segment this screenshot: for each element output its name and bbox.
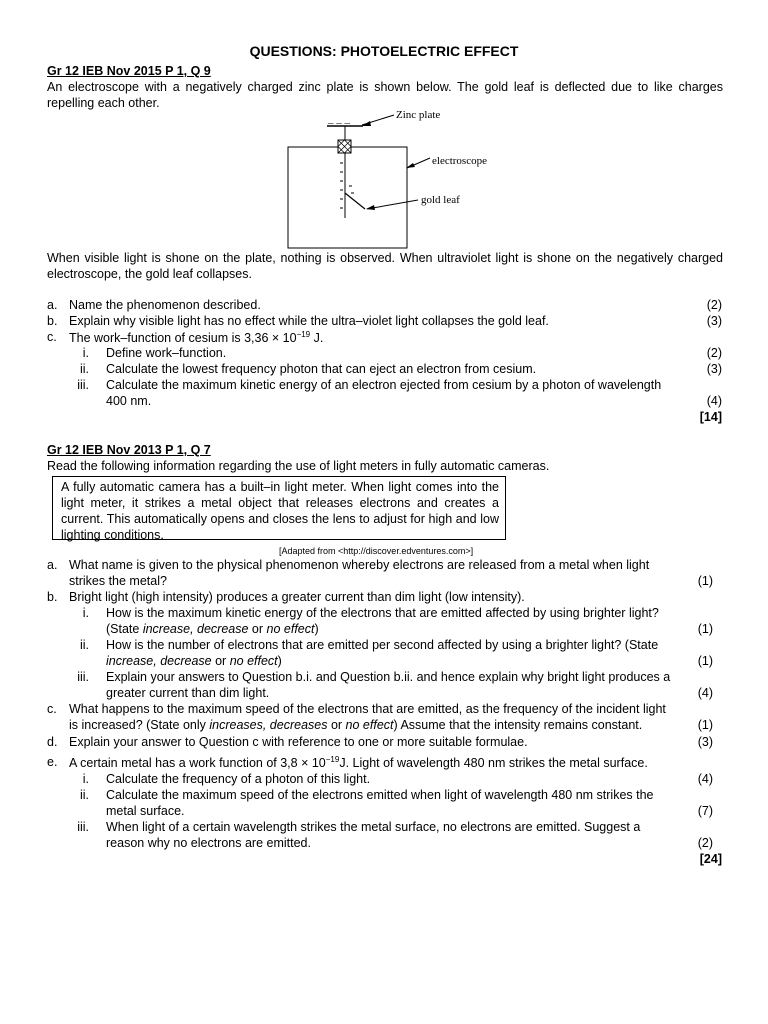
q2-b-i-label: i.: [82, 606, 89, 620]
q2-e-iii-mark: (2): [697, 836, 713, 850]
q2-c-text: What happens to the maximum speed of the electrons that are emitted, as the frequency of the incident light: [69, 702, 666, 716]
q2-d-mark: (3): [697, 735, 713, 749]
q2-b-label: b.: [47, 590, 58, 604]
q2-b-ii-text2: increase, decrease or no effect): [106, 654, 282, 668]
q1-c-iii-label: iii.: [77, 378, 89, 392]
q1-c-i-mark: (2): [706, 346, 722, 360]
q2-e-iii-text: When light of a certain wavelength strikes the metal surface, no electrons are emitted. Suggest a: [106, 820, 641, 834]
q2-a-text: What name is given to the physical phenomenon whereby electrons are released from a metal when light: [69, 558, 650, 572]
q2-total: [24]: [699, 852, 722, 866]
q2-b-iii-text2: greater current than dim light.: [106, 686, 270, 700]
q2-e-iii-text2: reason why no electrons are emitted.: [106, 836, 311, 850]
q2-e-ii-mark: (7): [697, 804, 713, 818]
q2-e-iii-label: iii.: [77, 820, 89, 834]
q1-c-iii-text: Calculate the maximum kinetic energy of an electron ejected from cesium by a photon of wavelength: [106, 378, 662, 392]
q2-b-i-text: How is the maximum kinetic energy of the electrons that are emitted affected by using brighter light?: [106, 606, 659, 620]
q2-e-i-label: i.: [82, 772, 89, 786]
charge-marks: _ _ _: [328, 113, 350, 125]
q1-a-mark: (2): [706, 298, 722, 312]
q1-c-iii-text2: 400 nm.: [106, 394, 152, 408]
page-title: QUESTIONS: PHOTOELECTRIC EFFECT: [249, 43, 519, 59]
q1-total: [14]: [699, 410, 722, 424]
q2-a-text2: strikes the metal?: [69, 574, 167, 588]
q2-c-mark: (1): [697, 718, 713, 732]
q1-c-label: c.: [47, 330, 57, 344]
q2-d-text: Explain your answer to Question c with reference to one or more suitable formulae.: [69, 735, 528, 749]
q2-e-label: e.: [47, 755, 58, 769]
label-gold-leaf: gold leaf: [421, 194, 460, 206]
q2-e-ii-label: ii.: [79, 788, 89, 802]
q1-b-mark: (3): [706, 314, 722, 328]
q1-c-i-label: i.: [82, 346, 89, 360]
q2-b-i-text2: (State increase, decrease or no effect): [106, 622, 319, 636]
q2-heading: Gr 12 IEB Nov 2013 P 1, Q 7: [47, 443, 211, 457]
q2-e-i-mark: (4): [697, 772, 713, 786]
q2-a-label: a.: [47, 558, 58, 572]
info-box: A fully automatic camera has a built–in light meter. When light comes into the light meter, it strikes a metal object that releases electrons and creates a current. This automatically opens and closes the lens to adjust for high and low lighting conditions.: [52, 476, 506, 540]
q1-heading: Gr 12 IEB Nov 2015 P 1, Q 9: [47, 64, 211, 78]
q2-b-text: Bright light (high intensity) produces a greater current than dim light (low intensity).: [69, 590, 525, 604]
q2-c-label: c.: [47, 702, 57, 716]
q2-d-label: d.: [47, 735, 58, 749]
q1-intro: An electroscope with a negatively charged zinc plate is shown below. The gold leaf is deflected due to like charges repelling each other.: [47, 80, 723, 110]
q1-b-label: b.: [47, 314, 58, 328]
q1-c-iii-mark: (4): [706, 394, 722, 408]
q2-e-ii-text2: metal surface.: [106, 804, 185, 818]
q2-b-iii-text: Explain your answers to Question b.i. and Question b.ii. and hence explain why bright light produces a: [106, 670, 671, 684]
q1-c-text: The work–function of cesium is $3,36 \times 10^{-19}$ J.: [69, 330, 324, 346]
q2-b-ii-mark: (1): [697, 654, 713, 668]
source-citation: [Adapted from <http://discover.edventures.com>]: [279, 546, 474, 556]
electroscope-diagram: [280, 106, 510, 254]
q2-b-ii-label: ii.: [79, 638, 89, 652]
q1-c-ii-mark: (3): [706, 362, 722, 376]
q1-b-text: Explain why visible light has no effect while the ultra–violet light collapses the gold leaf.: [69, 314, 549, 328]
q2-intro: Read the following information regarding the use of light meters in fully automatic cameras.: [47, 459, 550, 473]
q1-c-ii-text: Calculate the lowest frequency photon that can eject an electron from cesium.: [106, 362, 537, 376]
q1-a-label: a.: [47, 298, 58, 312]
q1-c-ii-label: ii.: [79, 362, 89, 376]
q1-a-text: Name the phenomenon described.: [69, 298, 261, 312]
q1-c-i-text: Define work–function.: [106, 346, 227, 360]
q2-a-mark: (1): [697, 574, 713, 588]
q2-b-iii-label: iii.: [77, 670, 89, 684]
q2-c-text2: is increased? (State only increases, decreases or no effect) Assume that the intensity remains constant.: [69, 718, 643, 732]
q2-e-i-text: Calculate the frequency of a photon of this light.: [106, 772, 371, 786]
q2-e-ii-text: Calculate the maximum speed of the electrons emitted when light of wavelength 480 nm strikes the: [106, 788, 654, 802]
label-zinc-plate: Zinc plate: [396, 109, 441, 121]
q2-b-ii-text: How is the number of electrons that are emitted per second affected by using a brighter light? (State: [106, 638, 659, 652]
q2-e-text: A certain metal has a work function of $3,8 \times 10^{-19}J$. Light of wavelength 480 nm strikes the metal surface.: [69, 755, 648, 771]
q2-b-i-mark: (1): [697, 622, 713, 636]
q1-observation: When visible light is shone on the plate, nothing is observed. When ultraviolet light is shone on the negatively charged electroscope, the gold leaf collapses.: [47, 251, 723, 281]
label-electroscope: electroscope: [432, 155, 487, 167]
q2-b-iii-mark: (4): [697, 686, 713, 700]
